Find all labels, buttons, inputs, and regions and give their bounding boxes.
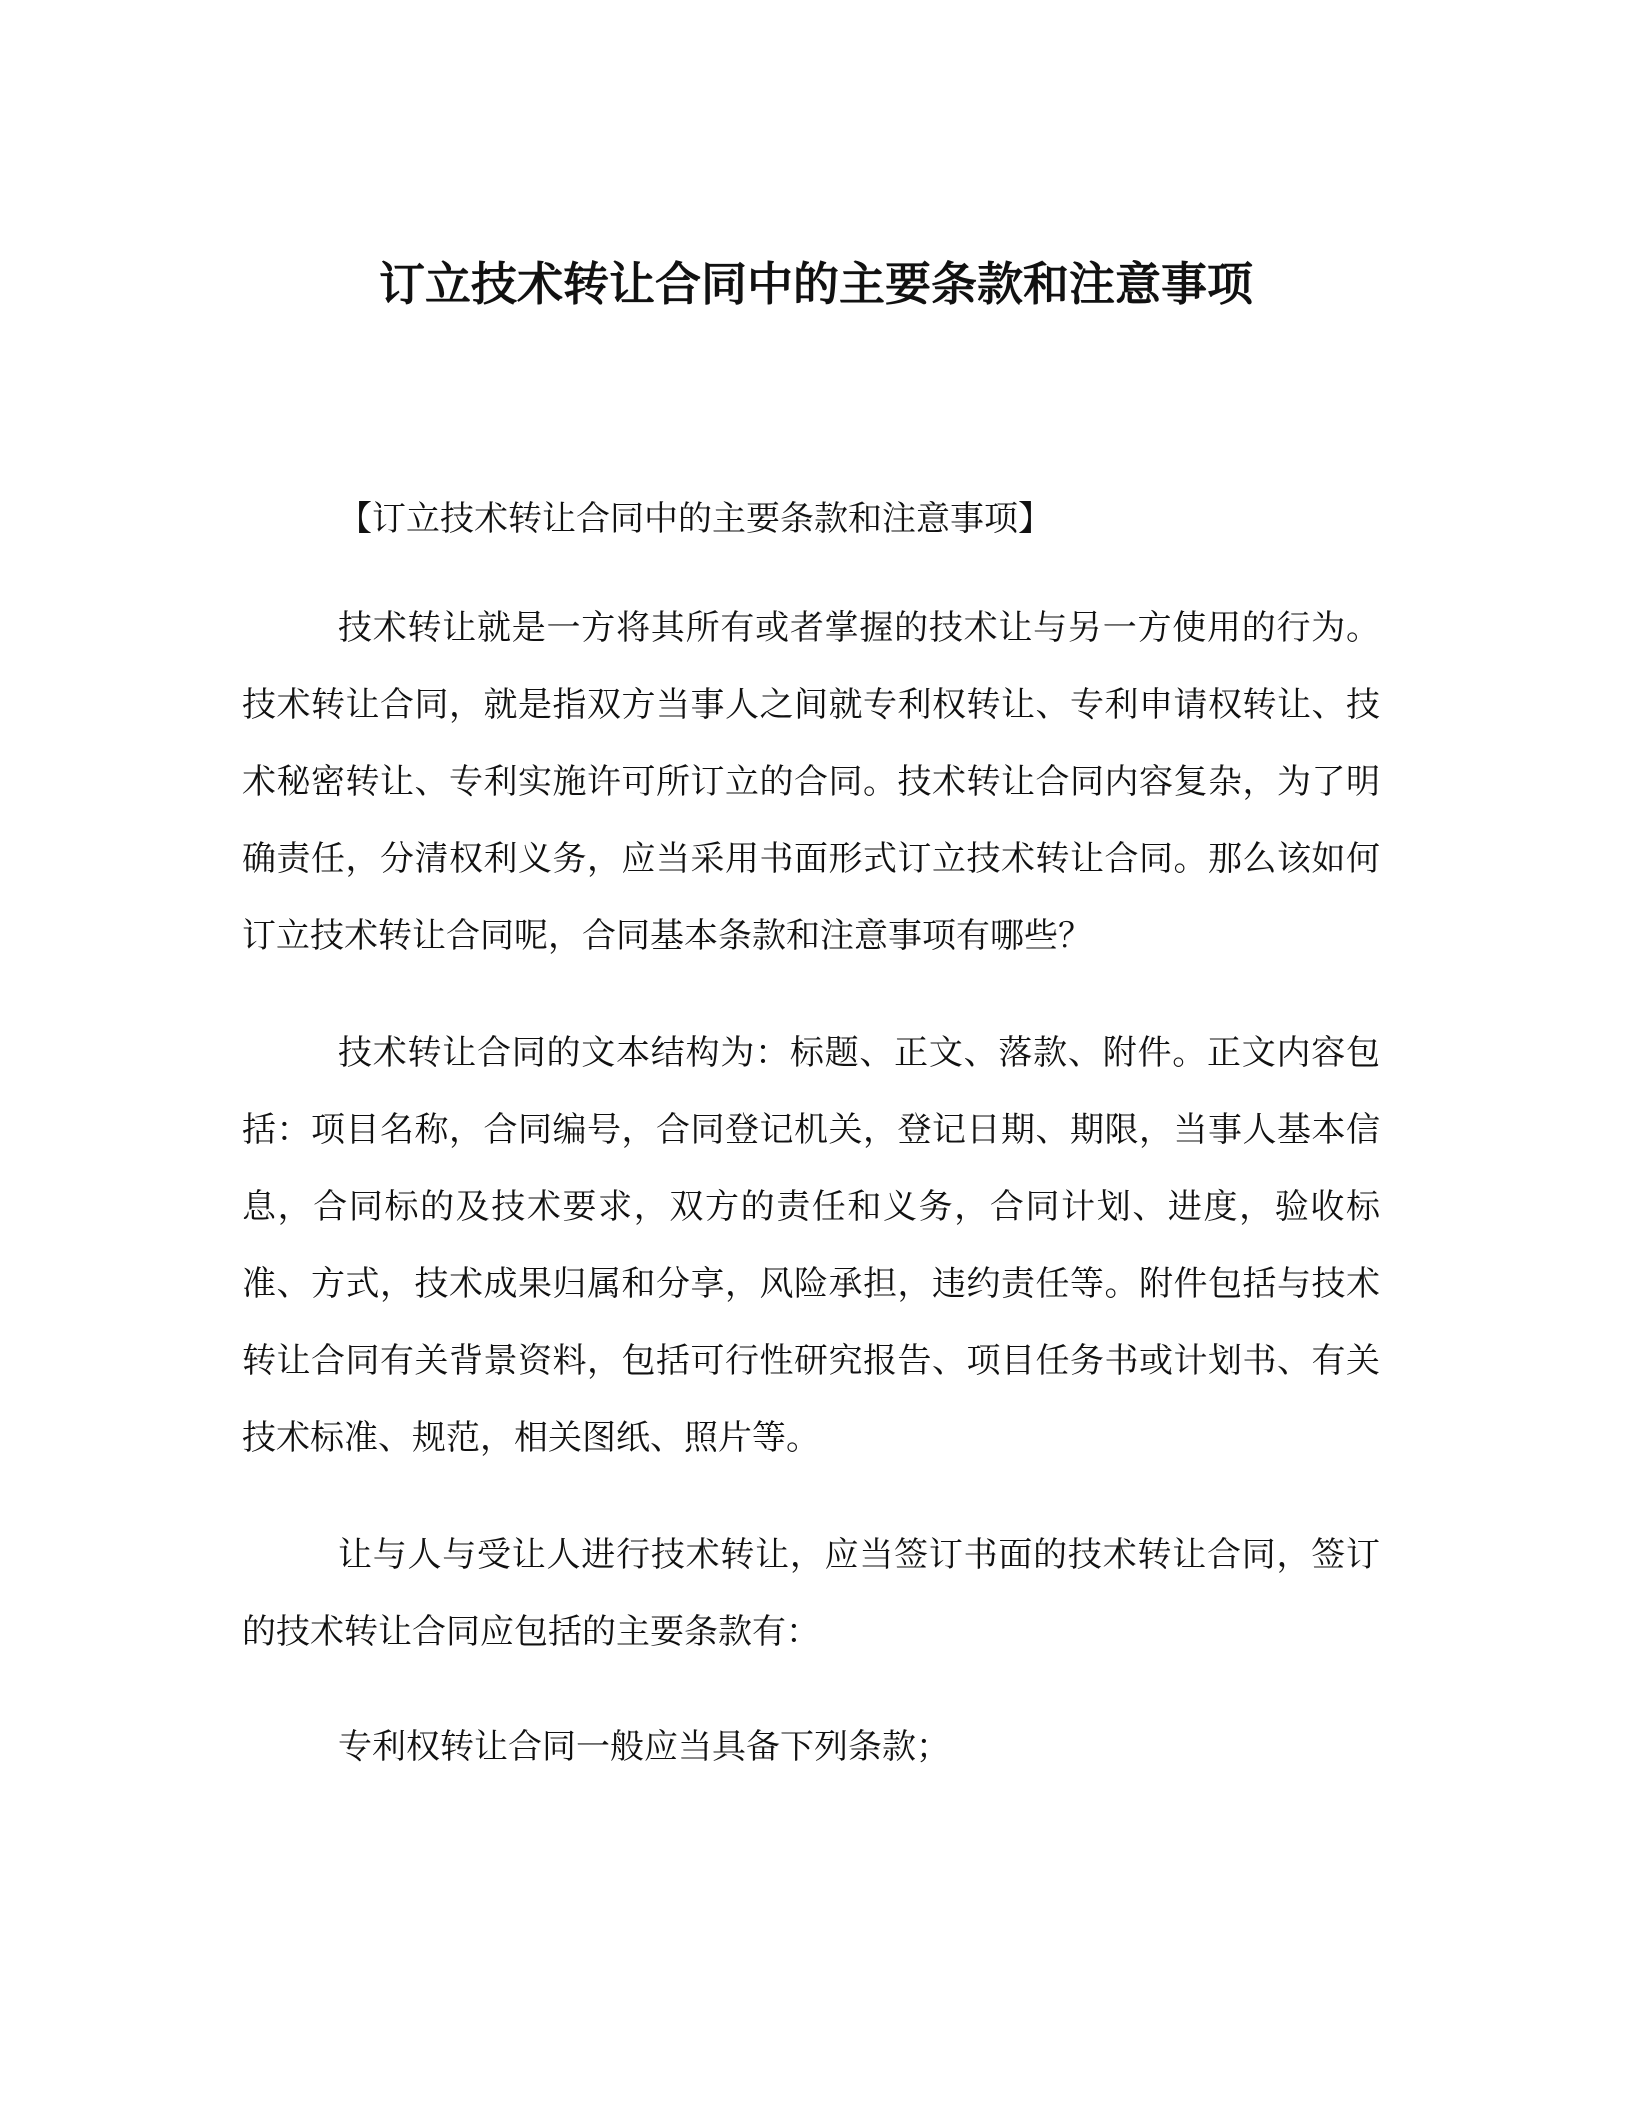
document-title: 订立技术转让合同中的主要条款和注意事项 <box>379 256 1253 311</box>
paragraph-main-clauses: 让与人与受让人进行技术转让，应当签订书面的技术转让合同，签订的技术转让合同应包括的主要条款有： <box>242 1535 1380 1652</box>
document-body <box>242 490 1380 1786</box>
document-subtitle: 【订立技术转让合同中的主要条款和注意事项】 <box>338 499 1052 539</box>
paragraph-intro: 技术转让就是一方将其所有或者掌握的技术让与另一方使用的行为。技术转让合同，就是指双方当事人之间就专利权转让、专利申请权转让、技术秘密转让、专利实施许可所订立的合同。技术转让合同内容复杂，为了明确责任，分清权利义务，应当采用书面形式订立技术转让合同。那么该如何订立技术转让合同呢，合同基本条款和注意事项有哪些？ <box>242 608 1380 956</box>
paragraph-patent-transfer: 专利权转让合同一般应当具备下列条款； <box>338 1727 950 1767</box>
paragraph-structure: 技术转让合同的文本结构为：标题、正文、落款、附件。正文内容包括：项目名称，合同编号，合同登记机关，登记日期、期限，当事人基本信息，合同标的及技术要求，双方的责任和义务，合同计划、进度，验收标准、方式，技术成果归属和分享，风险承担，违约责任等。附件包括与技术转让合同有关背景资料，包括可行性研究报告、项目任务书或计划书、有关技术标准、规范，相关图纸、照片等。 <box>242 1033 1380 1458</box>
